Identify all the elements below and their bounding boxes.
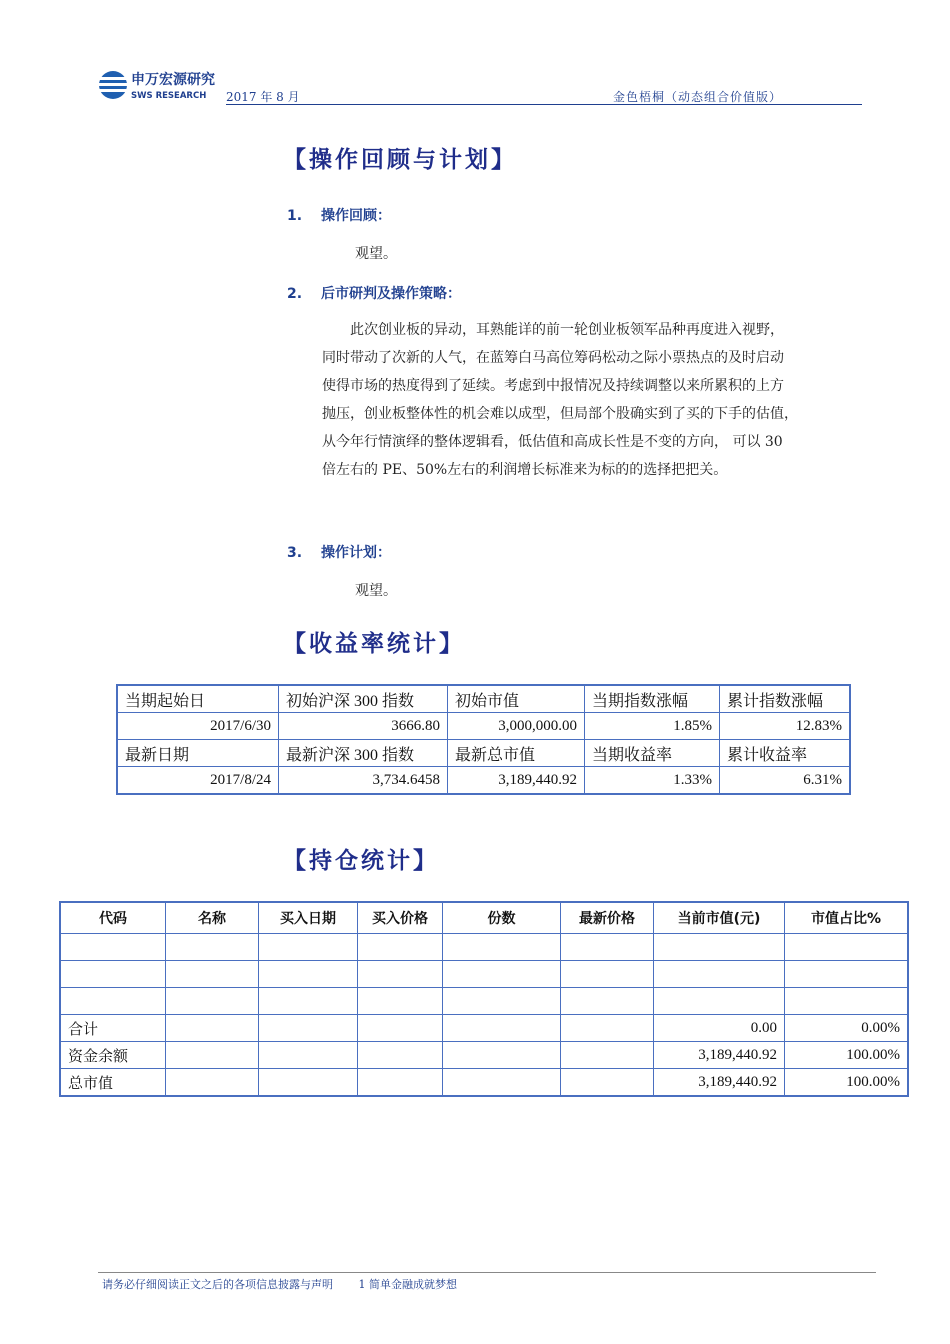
logo-cn-text: 申万宏源研究	[131, 72, 215, 88]
returns-label-row	[117, 685, 850, 713]
footer	[102, 1276, 457, 1292]
row-label: 合计	[60, 1015, 166, 1042]
table-cell: 3666.80	[279, 713, 448, 740]
table-row-empty	[60, 988, 908, 1015]
returns-table	[116, 684, 851, 795]
table-cell: 3,189,440.92	[448, 767, 585, 795]
table-cell: 3,734.6458	[279, 767, 448, 795]
returns-label-row	[117, 740, 850, 767]
returns-value-row	[117, 713, 850, 740]
column-header: 买入日期	[259, 902, 358, 934]
section-title-review-plan: 【操作回顾与计划】	[283, 147, 517, 173]
para-line: 此次创业板的异动，耳熟能详的前一轮创业板领军品种再度进入视野，	[350, 322, 784, 338]
item-1-text: 观望。	[355, 246, 397, 262]
para-line: 抛压，创业板整体性的机会难以成型，但局部个股确实到了买的下手的估值，	[322, 406, 798, 422]
table-row-empty	[60, 961, 908, 988]
table-cell: 2017/6/30	[117, 713, 279, 740]
market-value: 0.00	[654, 1015, 785, 1042]
logo-en-text: SWS RESEARCH	[131, 91, 207, 101]
page-number: 1	[358, 1278, 366, 1291]
item-3-heading: 3. 操作计划：	[287, 545, 391, 561]
column-header: 名称	[166, 902, 259, 934]
item-2-heading: 2. 后市研判及操作策略：	[287, 286, 461, 302]
holdings-table	[59, 901, 909, 1097]
table-cell: 最新总市值	[448, 740, 585, 767]
item-3-text: 观望。	[355, 583, 397, 599]
table-cell: 当期指数涨幅	[585, 685, 720, 713]
footer-disclaimer: 请务必仔细阅读正文之后的各项信息披露与声明	[102, 1278, 333, 1291]
section-title-holdings: 【持仓统计】	[283, 848, 439, 874]
item-1-heading: 1. 操作回顾：	[287, 208, 391, 224]
sws-research-logo	[98, 68, 228, 102]
para-line: 使得市场的热度得到了延续。考虑到中报情况及持续调整以来所累积的上方	[322, 378, 784, 394]
row-label: 总市值	[60, 1069, 166, 1097]
holdings-header-row	[60, 902, 908, 934]
column-header: 最新价格	[561, 902, 654, 934]
market-value-pct: 0.00%	[785, 1015, 909, 1042]
table-cell: 累计收益率	[720, 740, 851, 767]
footer-divider	[98, 1272, 876, 1273]
table-cell: 6.31%	[720, 767, 851, 795]
column-header: 代码	[60, 902, 166, 934]
market-value: 3,189,440.92	[654, 1042, 785, 1069]
table-cell: 1.33%	[585, 767, 720, 795]
header-divider	[226, 104, 862, 105]
column-header: 买入价格	[358, 902, 443, 934]
column-header: 份数	[443, 902, 561, 934]
table-cell: 累计指数涨幅	[720, 685, 851, 713]
table-row-total	[60, 1015, 908, 1042]
market-value-pct: 100.00%	[785, 1042, 909, 1069]
table-cell: 最新日期	[117, 740, 279, 767]
column-header: 市值占比%	[785, 902, 909, 934]
table-cell: 2017/8/24	[117, 767, 279, 795]
row-label: 资金余额	[60, 1042, 166, 1069]
report-title: 金色梧桐（动态组合价值版）	[612, 90, 782, 104]
market-value: 3,189,440.92	[654, 1069, 785, 1097]
table-row-total-value	[60, 1069, 908, 1097]
globe-icon	[99, 71, 127, 99]
table-cell: 3,000,000.00	[448, 713, 585, 740]
table-cell: 初始市值	[448, 685, 585, 713]
table-cell: 当期收益率	[585, 740, 720, 767]
column-header: 当前市值(元)	[654, 902, 785, 934]
para-line: 从今年行情演绎的整体逻辑看，低估值和高成长性是不变的方向， 可以 30	[322, 434, 783, 450]
report-date: 2017 年 8 月	[226, 90, 300, 104]
section-title-returns: 【收益率统计】	[283, 631, 465, 657]
para-line: 倍左右的 PE、50%左右的利润增长标准来为标的的选择把把关。	[322, 462, 728, 478]
table-cell: 12.83%	[720, 713, 851, 740]
table-cell: 初始沪深 300 指数	[279, 685, 448, 713]
returns-value-row	[117, 767, 850, 795]
table-row-empty	[60, 934, 908, 961]
table-cell: 最新沪深 300 指数	[279, 740, 448, 767]
table-cell: 当期起始日	[117, 685, 279, 713]
table-row-cash	[60, 1042, 908, 1069]
footer-slogan: 简单金融成就梦想	[369, 1278, 457, 1291]
item-2-paragraph	[322, 316, 870, 484]
para-line: 同时带动了次新的人气，在蓝筹白马高位筹码松动之际小票热点的及时启动	[322, 350, 784, 366]
table-cell: 1.85%	[585, 713, 720, 740]
market-value-pct: 100.00%	[785, 1069, 909, 1097]
